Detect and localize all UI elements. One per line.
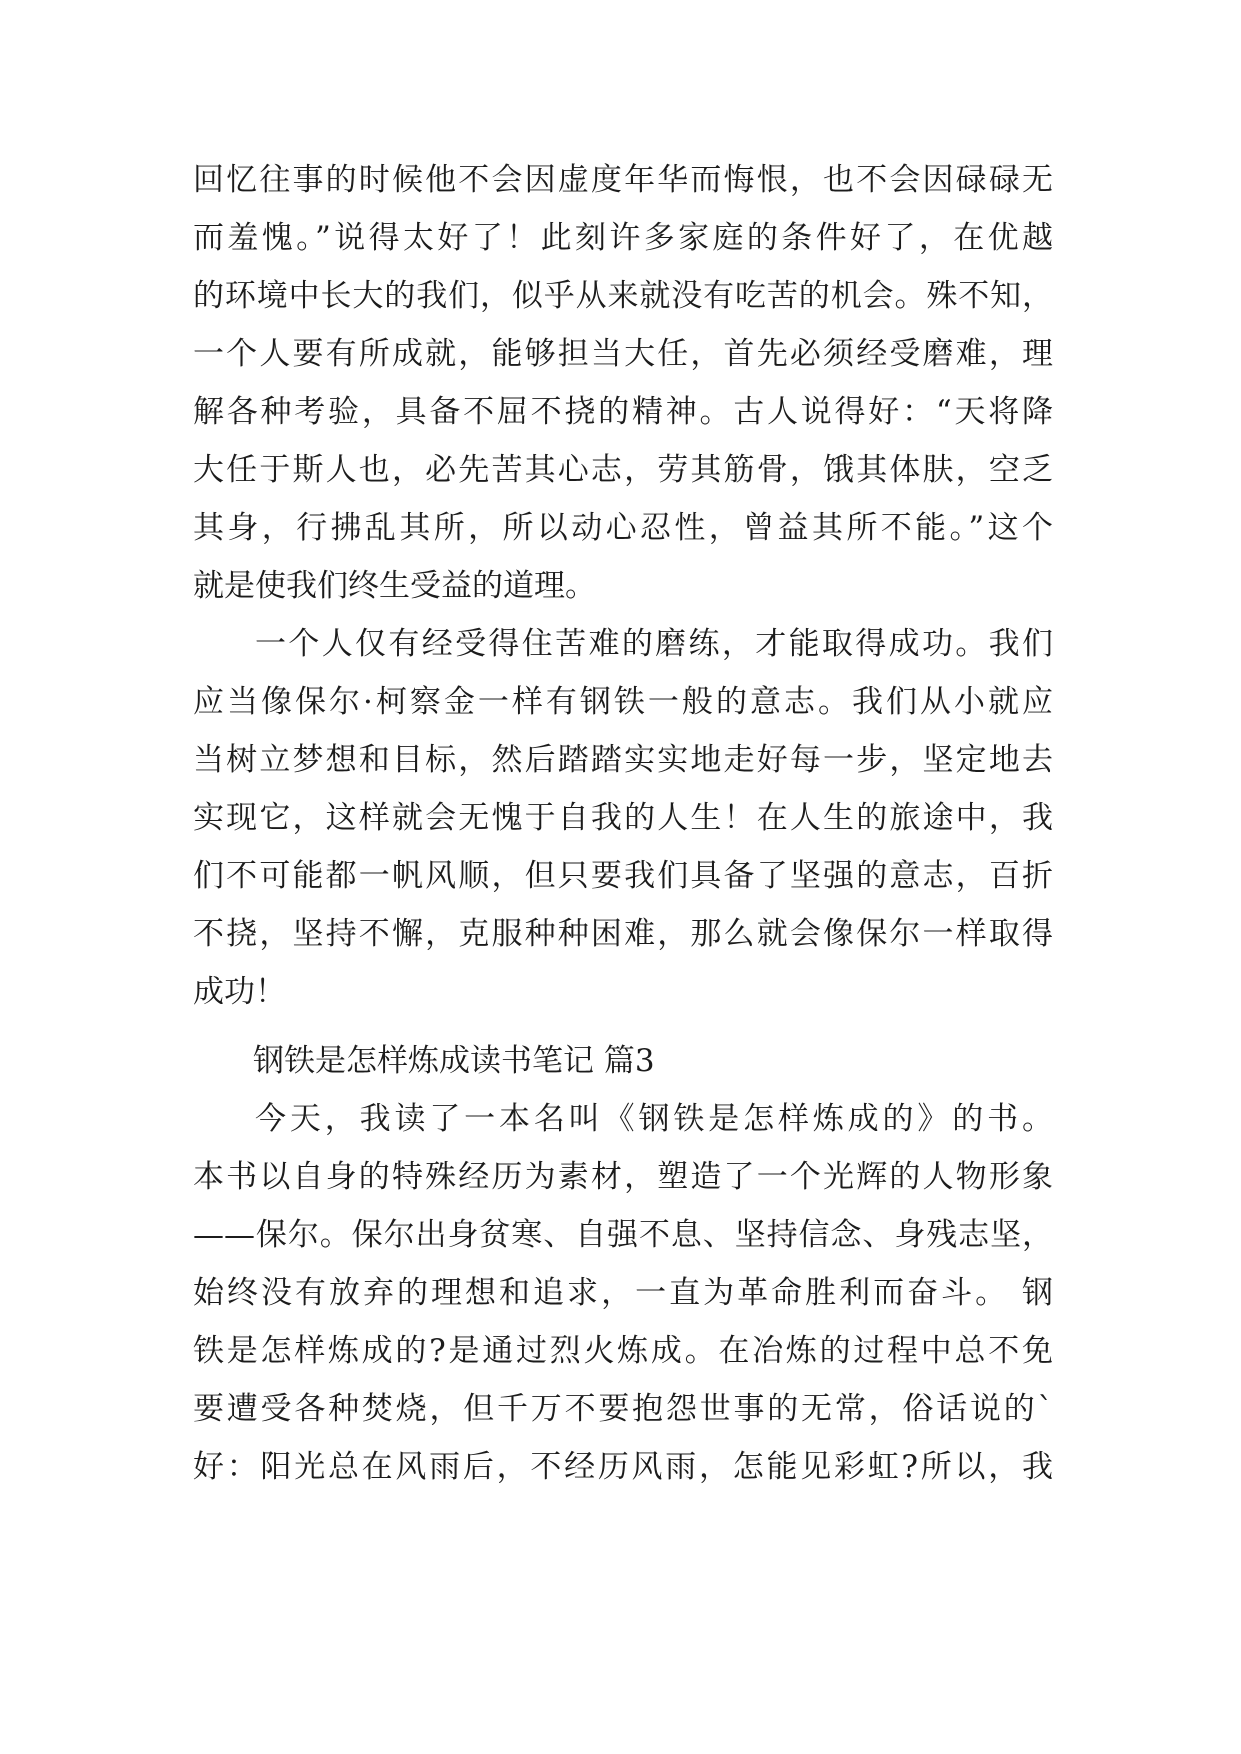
paragraph-3-line-7: 好：阳光总在风雨后，不经历风雨，怎能见彩虹?所以，我 — [193, 1449, 1053, 1485]
paragraph-3-line-3: ——保尔。保尔出身贫寒、自强不息、坚持信念、身残志坚， — [193, 1217, 1053, 1253]
paragraph-1-line-6: 大任于斯人也，必先苦其心志，劳其筋骨，饿其体肤，空乏 — [193, 452, 1053, 488]
paragraph-1-line-8: 就是使我们终生受益的道理。 — [193, 568, 596, 604]
paragraph-2-line-2: 应当像保尔·柯察金一样有钢铁一般的意志。我们从小就应 — [193, 684, 1053, 720]
paragraph-3-line-1: 今天，我读了一本名叫《钢铁是怎样炼成的》的书。 — [255, 1101, 1053, 1137]
paragraph-1-line-5: 解各种考验，具备不屈不挠的精神。古人说得好：“天将降 — [193, 394, 1053, 430]
section-heading: 钢铁是怎样炼成读书笔记 篇3 — [253, 1043, 655, 1079]
paragraph-2-line-4: 实现它，这样就会无愧于自我的人生！在人生的旅途中，我 — [193, 800, 1053, 836]
paragraph-2-line-6: 不挠，坚持不懈，克服种种困难，那么就会像保尔一样取得 — [193, 916, 1053, 952]
paragraph-2-line-5: 们不可能都一帆风顺，但只要我们具备了坚强的意志，百折 — [193, 858, 1053, 894]
paragraph-1-line-3: 的环境中长大的我们，似乎从来就没有吃苦的机会。殊不知， — [193, 278, 1053, 314]
paragraph-3-line-2: 本书以自身的特殊经历为素材，塑造了一个光辉的人物形象 — [193, 1159, 1053, 1195]
paragraph-3-line-4: 始终没有放弃的理想和追求，一直为革命胜利而奋斗。 钢 — [193, 1275, 1053, 1311]
paragraph-2-line-3: 当树立梦想和目标，然后踏踏实实地走好每一步，坚定地去 — [193, 742, 1053, 778]
paragraph-1-line-1: 回忆往事的时候他不会因虚度年华而悔恨，也不会因碌碌无 — [193, 162, 1053, 198]
paragraph-1-line-7: 其身，行拂乱其所，所以动心忍性，曾益其所不能。”这个 — [193, 510, 1053, 546]
paragraph-1-line-4: 一个人要有所成就，能够担当大任，首先必须经受磨难，理 — [193, 336, 1053, 372]
paragraph-2-line-1: 一个人仅有经受得住苦难的磨练，才能取得成功。我们 — [255, 626, 1053, 662]
paragraph-3-line-6: 要遭受各种焚烧，但千万不要抱怨世事的无常，俗话说的` — [193, 1391, 1053, 1427]
paragraph-1-line-2: 而羞愧。”说得太好了！此刻许多家庭的条件好了，在优越 — [193, 220, 1053, 256]
paragraph-3-line-5: 铁是怎样炼成的?是通过烈火炼成。在冶炼的过程中总不免 — [193, 1333, 1053, 1369]
paragraph-2-line-7: 成功！ — [193, 974, 286, 1010]
